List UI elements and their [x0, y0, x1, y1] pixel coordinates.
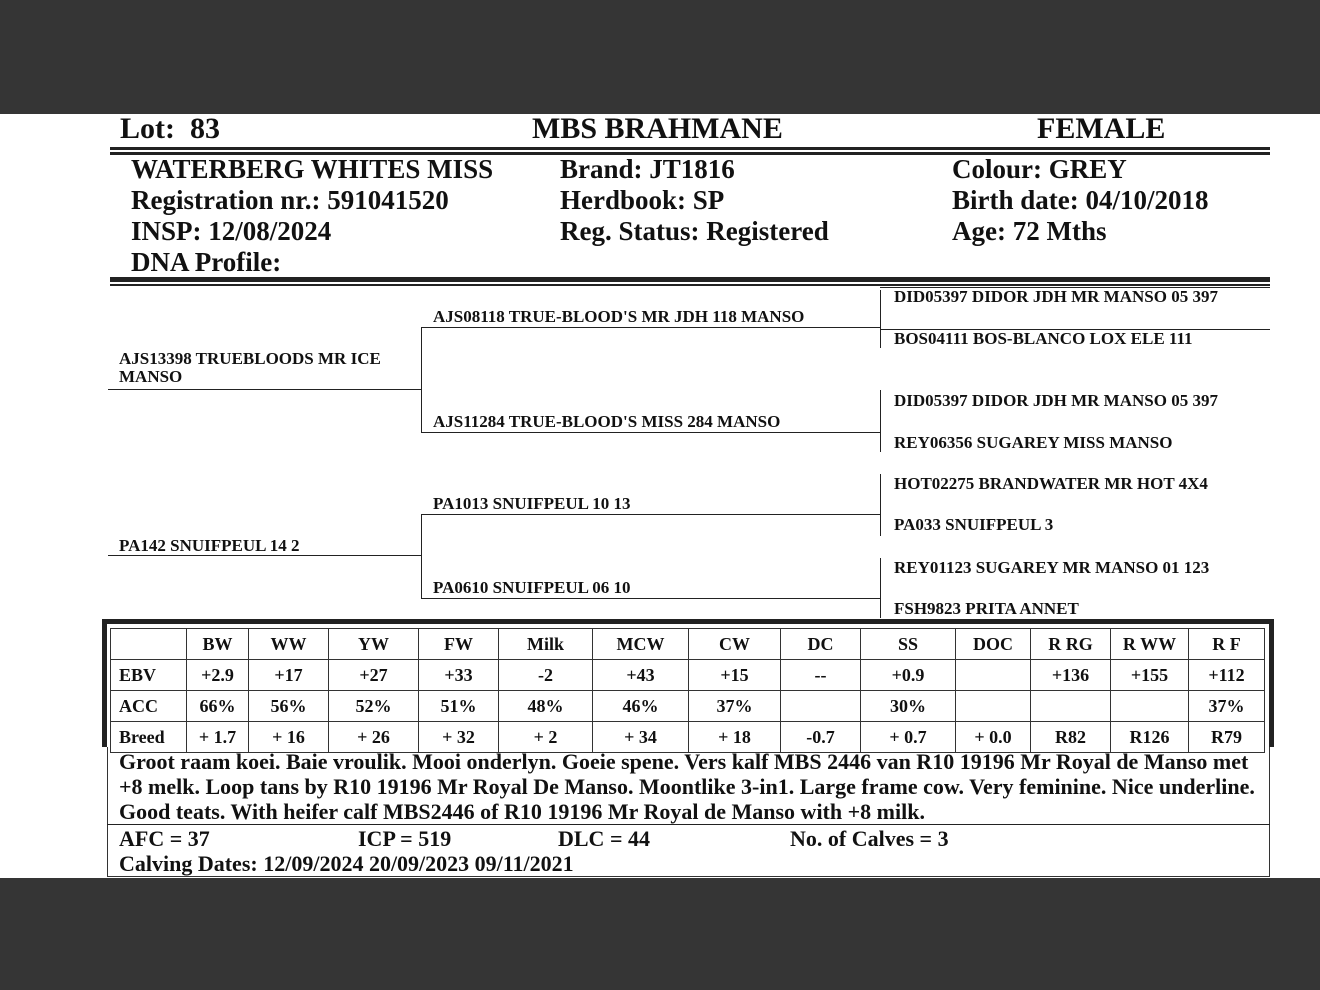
table-cell: +155 — [1111, 660, 1189, 691]
table-cell: +27 — [329, 660, 419, 691]
dam-name: PA142 SNUIFPEUL 14 2 — [119, 536, 300, 555]
gg-name-1: DID05397 DIDOR JDH MR MANSO 05 397 — [894, 287, 1218, 306]
row-label: EBV — [111, 660, 187, 691]
table-cell: -0.7 — [781, 722, 861, 753]
gg-name-8: FSH9823 PRITA ANNET — [894, 599, 1079, 618]
sex-label: FEMALE — [1037, 112, 1166, 145]
ebv-row — [111, 660, 1265, 691]
dlc-value: DLC = 44 — [558, 826, 650, 851]
table-cell — [956, 691, 1031, 722]
dam-line — [108, 555, 422, 556]
lot-number: 83 — [190, 112, 220, 145]
dam-bracket — [421, 514, 422, 599]
calving-dates: Calving Dates: 12/09/2024 20/09/2023 09/11/2021 — [119, 851, 574, 876]
table-cell: +33 — [419, 660, 499, 691]
ebv-header-cell: CW — [689, 629, 781, 660]
table-cell: +15 — [689, 660, 781, 691]
table-cell: + 1.7 — [187, 722, 249, 753]
table-cell: + 16 — [249, 722, 329, 753]
ebv-frame-left — [102, 619, 107, 747]
table-cell: 37% — [1189, 691, 1265, 722]
table-cell: +136 — [1031, 660, 1111, 691]
table-cell: 66% — [187, 691, 249, 722]
dam-sire-name: PA1013 SNUIFPEUL 10 13 — [433, 494, 631, 513]
row-label: Breed — [111, 722, 187, 753]
table-cell — [956, 660, 1031, 691]
reg-status: Reg. Status: Registered — [560, 216, 829, 246]
table-cell: +43 — [593, 660, 689, 691]
sire-name: AJS13398 TRUEBLOODS MR ICE MANSO — [119, 349, 381, 386]
sire-bracket — [421, 327, 422, 433]
ebv-header-cell: YW — [329, 629, 419, 660]
gg-bracket-1 — [880, 290, 881, 348]
table-cell: +17 — [249, 660, 329, 691]
ss-line — [421, 327, 881, 328]
ds-line — [421, 514, 881, 515]
table-cell: R126 — [1111, 722, 1189, 753]
table-cell — [1031, 691, 1111, 722]
ebv-header-cell: FW — [419, 629, 499, 660]
table-cell: R82 — [1031, 722, 1111, 753]
table-cell: + 0.0 — [956, 722, 1031, 753]
table-cell: 51% — [419, 691, 499, 722]
ebv-header-cell: R WW — [1111, 629, 1189, 660]
sd-line — [421, 432, 881, 433]
table-cell: R79 — [1189, 722, 1265, 753]
afc-value: AFC = 37 — [119, 826, 210, 851]
brand: Brand: JT1816 — [560, 154, 735, 184]
comments-text: Groot raam koei. Baie vroulik. Mooi onderlyn. Goeie spene. Vers kalf MBS 2446 van R10 19196 Mr Royal de Manso met +8 melk. Loop tans by R10 19196 Mr Royal De Manso. Moontlike 3-in1. Large frame cow. Very feminine. Nice underline. Good teats. With heifer calf MBS2446 of R10 19196 Mr Royal de Manso with +8 milk. — [119, 749, 1255, 824]
table-cell: 46% — [593, 691, 689, 722]
table-cell: + 32 — [419, 722, 499, 753]
ebv-header-cell: Milk — [499, 629, 593, 660]
gg-bracket-2 — [880, 390, 881, 452]
table-cell: 56% — [249, 691, 329, 722]
sire-dam-name: AJS11284 TRUE-BLOOD'S MISS 284 MANSO — [433, 412, 781, 431]
table-cell: +112 — [1189, 660, 1265, 691]
table-cell: -- — [781, 660, 861, 691]
ebv-header-cell: R RG — [1031, 629, 1111, 660]
ebv-table — [110, 628, 1265, 753]
ebv-header-cell: BW — [187, 629, 249, 660]
table-cell: + 2 — [499, 722, 593, 753]
table-cell: 37% — [689, 691, 781, 722]
dna-profile: DNA Profile: — [131, 247, 282, 277]
ebv-header-row — [111, 629, 1265, 660]
table-cell: + 34 — [593, 722, 689, 753]
lot-label: Lot: 83 — [120, 112, 220, 145]
table-cell: 48% — [499, 691, 593, 722]
animal-name: WATERBERG WHITES MISS — [131, 154, 494, 184]
table-cell: 30% — [861, 691, 956, 722]
table-cell: 52% — [329, 691, 419, 722]
dd-line — [421, 598, 881, 599]
acc-row — [111, 691, 1265, 722]
header-rule — [110, 147, 1270, 150]
table-cell: -2 — [499, 660, 593, 691]
ebv-frame-top — [102, 619, 1274, 624]
ebv-header-cell: SS — [861, 629, 956, 660]
lot-sheet — [0, 114, 1320, 878]
table-cell: +2.9 — [187, 660, 249, 691]
gg-bracket-3 — [880, 474, 881, 536]
gg-bracket-4 — [880, 558, 881, 618]
gg-name-4: REY06356 SUGAREY MISS MANSO — [894, 433, 1173, 452]
info-rule — [110, 277, 1270, 282]
sire-line — [108, 389, 422, 390]
ebv-header-cell: WW — [249, 629, 329, 660]
table-cell: + 26 — [329, 722, 419, 753]
age: Age: 72 Mths — [952, 216, 1107, 246]
table-cell — [1111, 691, 1189, 722]
info-rule-2 — [110, 284, 1270, 286]
ebv-frame-right — [1269, 619, 1274, 747]
gg-name-6: PA033 SNUIFPEUL 3 — [894, 515, 1054, 534]
birth-date: Birth date: 04/10/2018 — [952, 185, 1209, 215]
gg-name-3: DID05397 DIDOR JDH MR MANSO 05 397 — [894, 391, 1218, 410]
registration-number: Registration nr.: 591041520 — [131, 185, 449, 215]
dam-dam-name: PA0610 SNUIFPEUL 06 10 — [433, 578, 631, 597]
row-label: ACC — [111, 691, 187, 722]
colour: Colour: GREY — [952, 154, 1127, 184]
ebv-header-cell: DC — [781, 629, 861, 660]
stats-divider — [107, 824, 1270, 825]
ebv-header-cell — [111, 629, 187, 660]
ebv-header-cell: MCW — [593, 629, 689, 660]
ebv-header-cell: R F — [1189, 629, 1265, 660]
table-cell: + 0.7 — [861, 722, 956, 753]
sire-sire-name: AJS08118 TRUE-BLOOD'S MR JDH 118 MANSO — [433, 307, 805, 326]
herdbook: Herdbook: SP — [560, 185, 725, 215]
breed-title: MBS BRAHMANE — [532, 112, 783, 145]
gg-name-5: HOT02275 BRANDWATER MR HOT 4X4 — [894, 474, 1208, 493]
table-cell: +0.9 — [861, 660, 956, 691]
calves-count: No. of Calves = 3 — [790, 826, 949, 851]
table-cell — [781, 691, 861, 722]
icp-value: ICP = 519 — [358, 826, 452, 851]
inspection-date: INSP: 12/08/2024 — [131, 216, 332, 246]
gg-name-2: BOS04111 BOS-BLANCO LOX ELE 111 — [894, 329, 1193, 348]
ebv-header-cell: DOC — [956, 629, 1031, 660]
gg-name-7: REY01123 SUGAREY MR MANSO 01 123 — [894, 558, 1210, 577]
table-cell: + 18 — [689, 722, 781, 753]
